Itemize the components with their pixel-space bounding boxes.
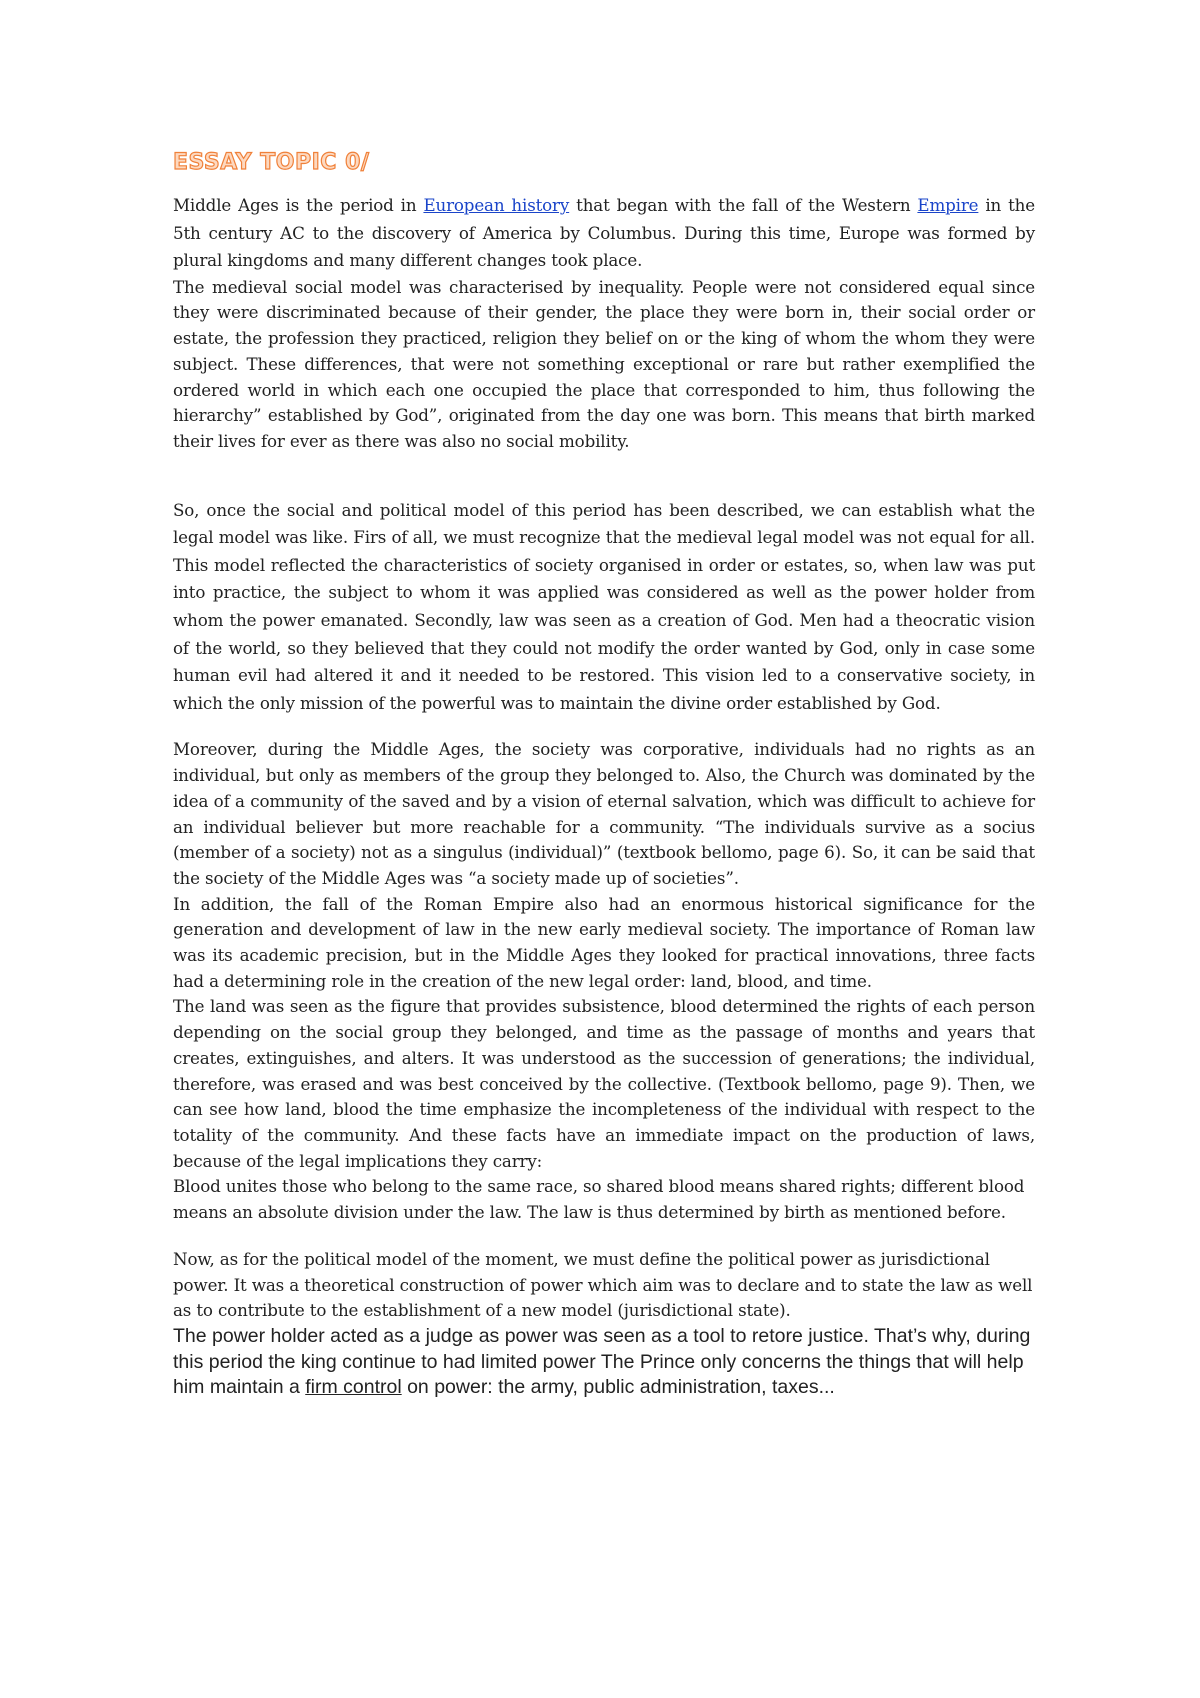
paragraph-political-model: Now, as for the political model of the moment, we must define the political power as jurisdictional power. It was a theoretical construction of power which aim was to declare and to state the law as well as to contribute to the establishment of a new model (jurisdictional state). — [173, 1248, 1033, 1321]
empire-link[interactable]: Empire — [917, 195, 979, 215]
intro-text-c: in the 5th century AC to the discovery of America by Columbus. During this time, Europe was formed by plural kingdoms and many different changes took place. — [173, 195, 1035, 271]
paragraph-land-blood-time: The land was seen as the figure that provides subsistence, blood determined the rights of each person depending on the social group they belonged, and time as the passage of months and years that creates, extinguishes, and alters. It was understood as the succession of generations; the individual, therefore, was erased and was best conceived by the collective. (Textbook bellomo, page 9). Then, we can see how land, blood the time emphasize the incompleteness of the individual with respect to the totality of the community. And these facts have an immediate impact on the production of laws, because of the legal implications they carry: — [173, 996, 1035, 1171]
paragraph-corporative-society: Moreover, during the Middle Ages, the society was corporative, individuals had no rights as an individual, but only as members of the group they belonged to. Also, the Church was dominated by the idea of a community of the saved and by a vision of eternal salvation, which was difficult to achieve for an individual believer but more reachable for a community. “The individuals survive as a socius (member of a society) not as a singulus (individual)” (textbook bellomo, page 6). So, it can be said that the society of the Middle Ages was “a society made up of societies”. — [173, 739, 1035, 888]
paragraph-power-holder — [173, 1324, 1035, 1401]
power-text-a: The power holder acted as a judge as power was seen as a tool to retore justice. That’s why, during this period the king continue to had limited power The Prince only concerns the things that will help him maintain a — [173, 1324, 1031, 1399]
firm-control-underlined: firm control — [305, 1376, 402, 1399]
paragraph-intro — [173, 192, 1035, 275]
spacer — [173, 1226, 1035, 1247]
spacer — [173, 717, 1035, 737]
paragraph-blood: Blood unites those who belong to the same race, so shared blood means shared rights; different blood means an absolute division under the law. The law is thus determined by birth as mentioned before. — [173, 1176, 1025, 1223]
spacer — [173, 455, 1035, 497]
intro-text-b: that began with the fall of the Western — [569, 195, 918, 215]
essay-title: ESSAY TOPIC 0/ — [173, 150, 370, 175]
paragraph-legal-model: So, once the social and political model of this period has been described, we can establish what the legal model was like. Firs of all, we must recognize that the medieval legal model was not equal for all. This model reflected the characteristics of society organised in order or estates, so, when law was put into practice, the subject to whom it was applied was considered as well as the power holder from whom the power emanated. Secondly, law was seen as a creation of God. Men had a theocratic vision of the world, so they believed that they could not modify the order wanted by God, only in case some human evil had altered it and it needed to be restored. This vision led to a conservative society, in which the only mission of the powerful was to maintain the divine order established by God. — [173, 499, 1035, 713]
paragraph-social-model: The medieval social model was characterised by inequality. People were not considered equal since they were discriminated because of their gender, the place they were born in, their social order or estate, the profession they practiced, religion they belief on or the king of whom the whom they were subject. These differences, that were not something exceptional or rare but rather exemplified the ordered world in which each one occupied the place that corresponded to him, thus following the hierarchy” established by God”, originated from the day one was born. This means that birth marked their lives for ever as there was also no social mobility. — [173, 276, 1035, 451]
essay-body — [173, 148, 1035, 1401]
european-history-link[interactable]: European history — [423, 195, 570, 215]
power-text-b: on power: the army, public administration, taxes... — [401, 1376, 835, 1399]
paragraph-roman-empire: In addition, the fall of the Roman Empire also had an enormous historical significance for the generation and development of law in the new early medieval society. The importance of Roman law was its academic precision, but in the Middle Ages they looked for practical innovations, three facts had a determining role in the creation of the new legal order: land, blood, and time. — [173, 893, 1035, 991]
intro-text-a: Middle Ages is the period in — [173, 195, 424, 215]
